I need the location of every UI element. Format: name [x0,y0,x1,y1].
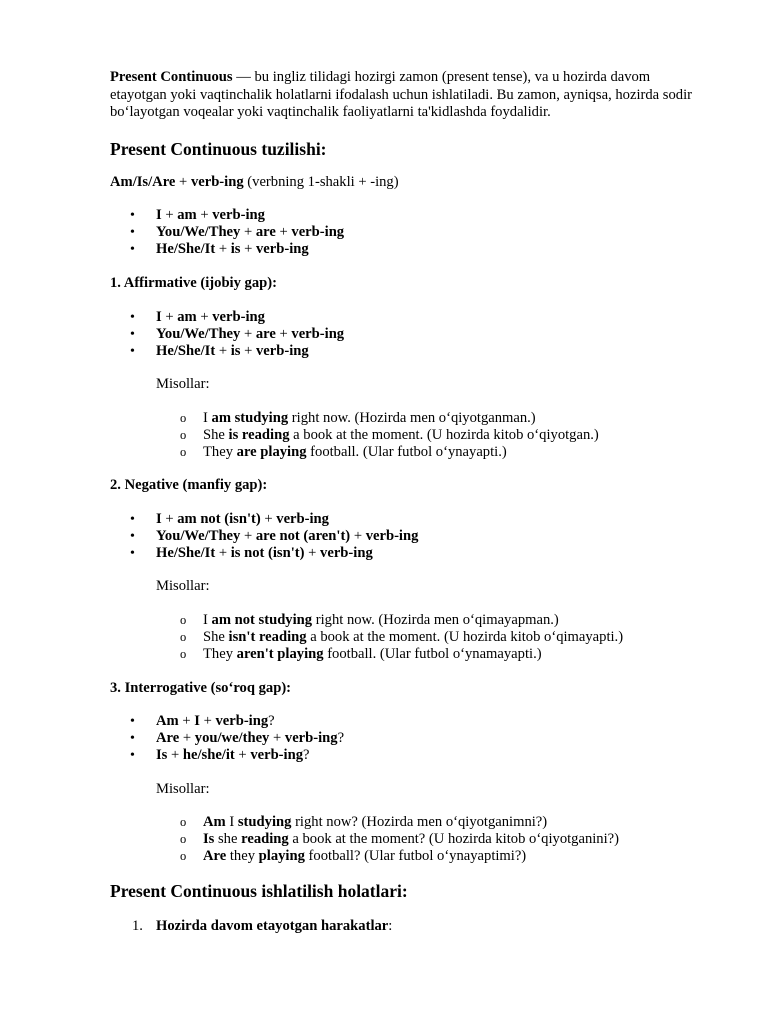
example-text: a book at the moment. (U hozirda kitob o‘qiyotgan.) [289,426,599,443]
structure-heading: Present Continuous tuzilishi: [110,138,327,159]
item-verb: verb-ing [255,342,309,359]
example-text: right now. (Hozirda men o‘qimayapman.) [312,611,559,628]
item-plus: + [167,746,183,763]
example-item [110,629,700,646]
item-question-mark: ? [303,746,310,763]
list-item [110,747,700,764]
item-aux: is [230,240,241,257]
example-verb: are playing [236,443,307,460]
example-text: They [203,645,237,662]
interrogative-heading: 3. Interrogative (so‘roq gap): [110,679,292,696]
item-aux: Am [156,712,179,729]
item-question-mark: ? [268,712,275,729]
item-aux: Is [156,746,168,763]
item-title: Hozirda davom etayotgan harakatlar [156,917,389,934]
example-aux: Am [203,813,226,830]
negative-heading: 2. Negative (manfiy gap): [110,476,268,493]
item-plus: + [215,342,231,359]
example-item [110,814,700,831]
example-text: football. (Ular futbol o‘ynamayapti.) [323,645,542,662]
example-item [110,427,700,444]
structure-list [110,207,700,258]
numbered-item [110,918,700,935]
item-plus: + [161,206,178,223]
item-plus: + [199,712,216,729]
example-item [110,444,700,461]
item-plus: + [240,325,256,342]
item-plus: + [215,544,231,561]
example-text: I [203,409,212,426]
item-plus: + [215,240,231,257]
item-aux: are [255,325,276,342]
item-verb: verb-ing [320,544,373,561]
document-page [110,69,700,935]
example-item [110,612,700,629]
list-item [110,528,700,545]
item-plus: + [260,510,277,527]
item-verb: verb-ing [212,308,265,325]
example-verb: am studying [211,409,289,426]
item-subject: You/We/They [156,527,241,544]
item-subject: he/she/it [182,746,235,763]
item-plus: + [269,729,285,746]
item-plus: + [161,308,178,325]
example-text: they [226,847,259,864]
example-text: She [203,426,229,443]
example-text: she [214,830,242,847]
item-verb: verb-ing [212,206,265,223]
usage-list [110,918,700,935]
intro-term: Present Continuous [110,69,233,85]
item-aux: am [177,206,197,223]
example-verb: aren't playing [236,645,324,662]
item-plus: + [240,223,256,240]
item-plus: + [179,729,195,746]
item-plus: + [240,527,256,544]
item-subject: He/She/It [156,544,216,561]
list-item [110,326,700,343]
item-verb: verb-ing [284,729,338,746]
item-plus: + [234,746,251,763]
example-verb: isn't reading [228,628,307,645]
example-text: football? (Ular futbol o‘ynayaptimi?) [304,847,527,864]
item-plus: + [304,544,321,561]
misollar-label: Misollar: [156,375,210,392]
list-item [110,224,700,241]
affirmative-examples [110,410,700,461]
example-verb: studying [237,813,292,830]
example-item [110,848,700,865]
item-plus: + [196,308,213,325]
item-question-mark: ? [337,729,345,746]
list-item [110,511,700,528]
structure-formula [110,174,700,191]
example-text: right now. (Hozirda men o‘qiyotganman.) [288,409,536,426]
example-text: I [225,813,238,830]
item-subject: He/She/It [156,240,216,257]
example-item [110,410,700,427]
interrogative-list [110,713,700,764]
item-plus: + [240,240,256,257]
negative-list [110,511,700,562]
example-text: She [203,628,229,645]
example-text: I [203,611,212,628]
formula-note: (verbning 1-shakli + -ing) [243,173,399,190]
item-aux: is [230,342,241,359]
negative-examples [110,612,700,663]
intro-text: — bu ingliz tilidagi hozirgi zamon (present tense), va u hozirda davom etayotgan yoki vaqtinchalik holatlarni ifodalash uchun ishlatiladi. Bu zamon, ayniqsa, hozirda sodir bo‘layotgan voqealar yoki vaqtinchalik faoliyatlarni ta'kidlashda foydalidir. [110,69,692,120]
interrogative-examples [110,814,700,865]
item-subject: I [156,206,162,223]
item-verb: verb-ing [291,325,345,342]
item-plus: + [275,325,292,342]
item-plus: + [240,342,256,359]
example-text: a book at the moment? (U hozirda kitob o‘qiyotganini?) [288,830,620,847]
example-verb: playing [258,847,305,864]
example-text: football. (Ular futbol o‘ynayapti.) [306,443,507,460]
item-aux: am [177,308,197,325]
formula-am-is-are: Am/Is/Are [110,173,176,190]
example-item [110,831,700,848]
example-text: right now? (Hozirda men o‘qiyotganimni?) [291,813,548,830]
example-verb: is reading [228,426,290,443]
affirmative-list [110,309,700,360]
item-subject: You/We/They [156,223,241,240]
item-colon: : [388,917,393,934]
intro-paragraph [110,69,700,122]
formula-verb-ing: verb-ing [190,173,244,190]
example-item [110,646,700,663]
item-verb: verb-ing [250,746,304,763]
formula-plus: + [175,173,191,190]
item-subject: you/we/they [194,729,270,746]
usage-heading: Present Continuous ishlatilish holatlari: [110,880,408,901]
item-verb: verb-ing [365,527,419,544]
example-text: a book at the moment. (U hozirda kitob o‘qimayapti.) [306,628,624,645]
example-text: They [203,443,237,460]
item-subject: He/She/It [156,342,216,359]
list-item [110,241,700,258]
item-verb: verb-ing [291,223,345,240]
item-plus: + [350,527,366,544]
list-item [110,713,700,730]
example-aux: Are [203,847,227,864]
item-verb: verb-ing [255,240,309,257]
item-subject: You/We/They [156,325,241,342]
item-aux: are not (aren't) [255,527,351,544]
affirmative-heading: 1. Affirmative (ijobiy gap): [110,274,277,291]
item-aux: am not (isn't) [177,510,261,527]
misollar-label: Misollar: [156,577,210,594]
item-verb: verb-ing [276,510,329,527]
item-number: 1. [132,917,143,934]
list-item [110,309,700,326]
list-item [110,207,700,224]
misollar-label: Misollar: [156,780,210,797]
item-verb: verb-ing [215,712,269,729]
list-item [110,545,700,562]
item-aux: is not (isn't) [230,544,305,561]
example-aux: Is [203,830,215,847]
item-plus: + [161,510,178,527]
item-plus: + [275,223,292,240]
item-subject: I [156,308,162,325]
item-aux: Are [156,729,180,746]
list-item [110,730,700,747]
item-subject: I [194,712,200,729]
item-aux: are [255,223,276,240]
item-plus: + [178,712,195,729]
example-verb: reading [241,830,289,847]
example-verb: am not studying [211,611,313,628]
item-plus: + [196,206,213,223]
item-subject: I [156,510,162,527]
list-item [110,343,700,360]
